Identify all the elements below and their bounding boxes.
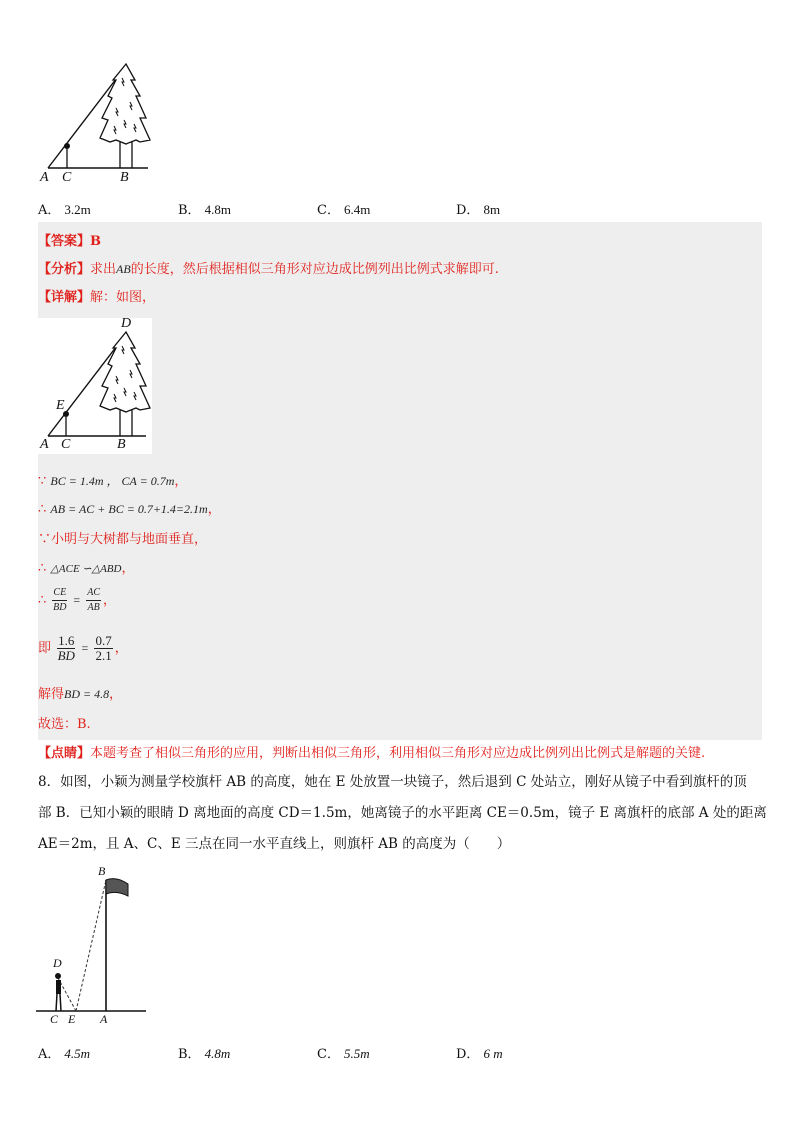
tree-figure-2: [38, 318, 152, 454]
fig3-label-d: D: [53, 956, 62, 970]
fig3-label-b: B: [98, 864, 106, 878]
fig1-label-a: A: [40, 170, 49, 185]
fraction-ac-ab: $\frac{AC}{AB}$: [87, 587, 101, 613]
answer-line: 【答案】B: [38, 234, 102, 249]
flagpole-figure: [36, 866, 146, 1026]
fig1-label-c: C: [62, 170, 72, 185]
q8-line-1: 8．如图，小颖为测量学校旗杆 AB 的高度，她在 E 处放置一块镜子，然后退到 C 处站立，刚好从镜子中看到旗杆的顶: [38, 774, 747, 790]
choose-line: 故选：B.: [38, 717, 91, 732]
fig3-label-e: E: [68, 1012, 76, 1026]
step-4: ∴ △ACE ∽△ABD，: [38, 561, 135, 576]
fig2-label-d: D: [121, 316, 132, 331]
fig2-label-b: B: [117, 437, 126, 452]
q8-line-3: AE＝2m，且 A、C、E 三点在同一水平直线上，则旗杆 AB 的高度为（ ）: [38, 836, 511, 852]
fig2-label-c: C: [61, 437, 71, 452]
fraction-ce-bd: $\frac{CE}{BD}$: [53, 587, 67, 613]
fig3-label-c: C: [50, 1012, 59, 1026]
step-1: ∵ BC = 1.4m ， CA = 0.7m，: [38, 474, 188, 489]
q7-option-d: D． 8m: [456, 202, 501, 218]
step-2: ∴ AB = AC + BC = 0.7+1.4=2.1m，: [38, 502, 221, 517]
fig1-label-b: B: [120, 170, 129, 185]
q7-option-b: B． 4.8m: [178, 202, 231, 218]
q8-option-c: C． 5.5m: [317, 1046, 370, 1062]
fraction-1.6-bd: $\frac{1.6}{BD}$: [57, 633, 75, 663]
fig2-label-e: E: [56, 398, 65, 413]
fraction-0.7-2.1: $\frac{0.7}{2.1}$: [95, 633, 112, 663]
step-6: 即 $\frac{1.6}{BD}$ = $\frac{0.7}{2.1}$ ，: [38, 633, 128, 663]
step-5: ∴ $\frac{CE}{BD}$ = $\frac{AC}{AB}$ ，: [38, 587, 117, 613]
detail-line: 【详解】解：如图，: [38, 290, 156, 305]
step-3: ∵小明与大树都与地面垂直，: [38, 532, 208, 547]
q8-option-a: A． 4.5m: [38, 1046, 91, 1062]
fig2-label-a: A: [40, 437, 49, 452]
q8-option-d: D． 6 m: [456, 1046, 503, 1062]
q8-text: [38, 767, 768, 860]
analysis-line: 【分析】求出AB的长度，然后根据相似三角形对应边成比例列出比例式求解即可.: [38, 262, 499, 277]
fig3-label-a: A: [100, 1012, 108, 1026]
tree-figure-1: [36, 58, 156, 188]
q8-option-b: B． 4.8m: [178, 1046, 231, 1062]
q7-option-a: A． 3.2m: [38, 202, 91, 218]
q8-line-2: 部 B．已知小颖的眼睛 D 离地面的高度 CD＝1.5m，她离镜子的水平距离 CE＝0.5m，镜子 E 离旗杆的底部 A 处的距离: [38, 805, 767, 821]
comment-line: 【点睛】本题考查了相似三角形的应用，判断出相似三角形，利用相似三角形对应边成比例列出比例式是解题的关键.: [38, 746, 706, 761]
step-7: 解得BD = 4.8，: [38, 687, 123, 702]
q7-option-c: C． 6.4m: [317, 202, 371, 218]
